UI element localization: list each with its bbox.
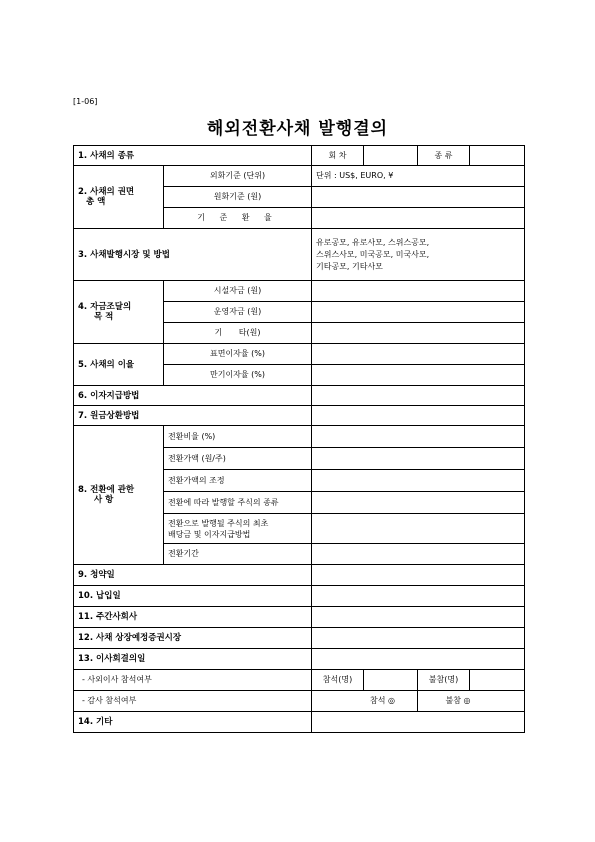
round-value[interactable] bbox=[364, 146, 418, 166]
board-resolution-value[interactable] bbox=[312, 649, 525, 670]
conversion-period-label: 전환기간 bbox=[164, 544, 312, 565]
first-dividend-label: 전환으로 발행될 주식의 최초 배당금 및 이자지급방법 bbox=[164, 514, 312, 544]
row-bond-type bbox=[74, 146, 525, 166]
maturity-rate-value[interactable] bbox=[312, 365, 525, 386]
conversion-price-value[interactable] bbox=[312, 448, 525, 470]
principal-repayment-label: 7. 원금상환방법 bbox=[74, 406, 312, 426]
other-fund-label: 기 타(원) bbox=[164, 323, 312, 344]
price-adjustment-label: 전환가액의 조정 bbox=[164, 470, 312, 492]
conversion-terms-label: 8. 전환에 관한 사 항 bbox=[74, 426, 164, 565]
lead-manager-label: 11. 주간사회사 bbox=[74, 607, 312, 628]
bond-type-label: 1. 사채의 종류 bbox=[74, 146, 312, 166]
conversion-ratio-value[interactable] bbox=[312, 426, 525, 448]
operating-fund-label: 운영자금 (원) bbox=[164, 302, 312, 323]
other-label: 14. 기타 bbox=[74, 712, 312, 733]
stock-type-value[interactable] bbox=[312, 492, 525, 514]
auditor-attend[interactable]: 참석 ◎ bbox=[312, 691, 418, 712]
base-rate-value[interactable] bbox=[312, 208, 525, 229]
principal-repayment-value[interactable] bbox=[312, 406, 525, 426]
outside-director-label: - 사외이사 참석여부 bbox=[74, 670, 312, 691]
foreign-basis-label: 외화기준 (단위) bbox=[164, 166, 312, 187]
first-dividend-value[interactable] bbox=[312, 514, 525, 544]
listing-market-label: 12. 사채 상장예정증권시장 bbox=[74, 628, 312, 649]
operating-fund-value[interactable] bbox=[312, 302, 525, 323]
stock-type-label: 전환에 따라 발행할 주식의 종류 bbox=[164, 492, 312, 514]
fund-purpose-label: 4. 자금조달의 목 적 bbox=[74, 281, 164, 344]
payment-date-value[interactable] bbox=[312, 586, 525, 607]
other-value[interactable] bbox=[312, 712, 525, 733]
market-method-label: 3. 사채발행시장 및 방법 bbox=[74, 229, 312, 281]
payment-date-label: 10. 납입일 bbox=[74, 586, 312, 607]
listing-market-value[interactable] bbox=[312, 628, 525, 649]
outside-absent-value[interactable] bbox=[470, 670, 525, 691]
won-basis-label: 원화기준 (원) bbox=[164, 187, 312, 208]
market-method-options[interactable]: 유로공모, 유로사모, 스위스공모, 스위스사모, 미국공모, 미국사모, 기타공모, 기타사모 bbox=[312, 229, 525, 281]
conversion-ratio-label: 전환비율 (%) bbox=[164, 426, 312, 448]
board-resolution-label: 13. 이사회결의일 bbox=[74, 649, 312, 670]
price-adjustment-value[interactable] bbox=[312, 470, 525, 492]
face-amount-label: 2. 사채의 권면 총 액 bbox=[74, 166, 164, 229]
form-code: [1-06] bbox=[73, 97, 98, 106]
outside-attend-value[interactable] bbox=[364, 670, 418, 691]
lead-manager-value[interactable] bbox=[312, 607, 525, 628]
interest-payment-value[interactable] bbox=[312, 386, 525, 406]
auditor-absent[interactable]: 불참 ◎ bbox=[418, 691, 525, 712]
round-label: 회 차 bbox=[312, 146, 364, 166]
kind-label: 종 류 bbox=[418, 146, 470, 166]
maturity-rate-label: 만기이자율 (%) bbox=[164, 365, 312, 386]
interest-payment-label: 6. 이자지급방법 bbox=[74, 386, 312, 406]
won-basis-value[interactable] bbox=[312, 187, 525, 208]
disclosure-form-table bbox=[73, 145, 525, 733]
outside-attend-label: 참석(명) bbox=[312, 670, 364, 691]
auditor-label: - 감사 참석여부 bbox=[74, 691, 312, 712]
interest-rate-label: 5. 사채의 이율 bbox=[74, 344, 164, 386]
base-rate-label: 기 준 환 율 bbox=[164, 208, 312, 229]
coupon-rate-label: 표면이자율 (%) bbox=[164, 344, 312, 365]
subscription-date-label: 9. 청약일 bbox=[74, 565, 312, 586]
outside-absent-label: 불참(명) bbox=[418, 670, 470, 691]
coupon-rate-value[interactable] bbox=[312, 344, 525, 365]
kind-value[interactable] bbox=[470, 146, 525, 166]
facility-fund-label: 시설자금 (원) bbox=[164, 281, 312, 302]
document-title: 해외전환사채 발행결의 bbox=[206, 119, 389, 139]
subscription-date-value[interactable] bbox=[312, 565, 525, 586]
foreign-basis-value[interactable]: 단위 : US$, EURO, ¥ bbox=[312, 166, 525, 187]
conversion-price-label: 전환가액 (원/주) bbox=[164, 448, 312, 470]
other-fund-value[interactable] bbox=[312, 323, 525, 344]
facility-fund-value[interactable] bbox=[312, 281, 525, 302]
conversion-period-value[interactable] bbox=[312, 544, 525, 565]
